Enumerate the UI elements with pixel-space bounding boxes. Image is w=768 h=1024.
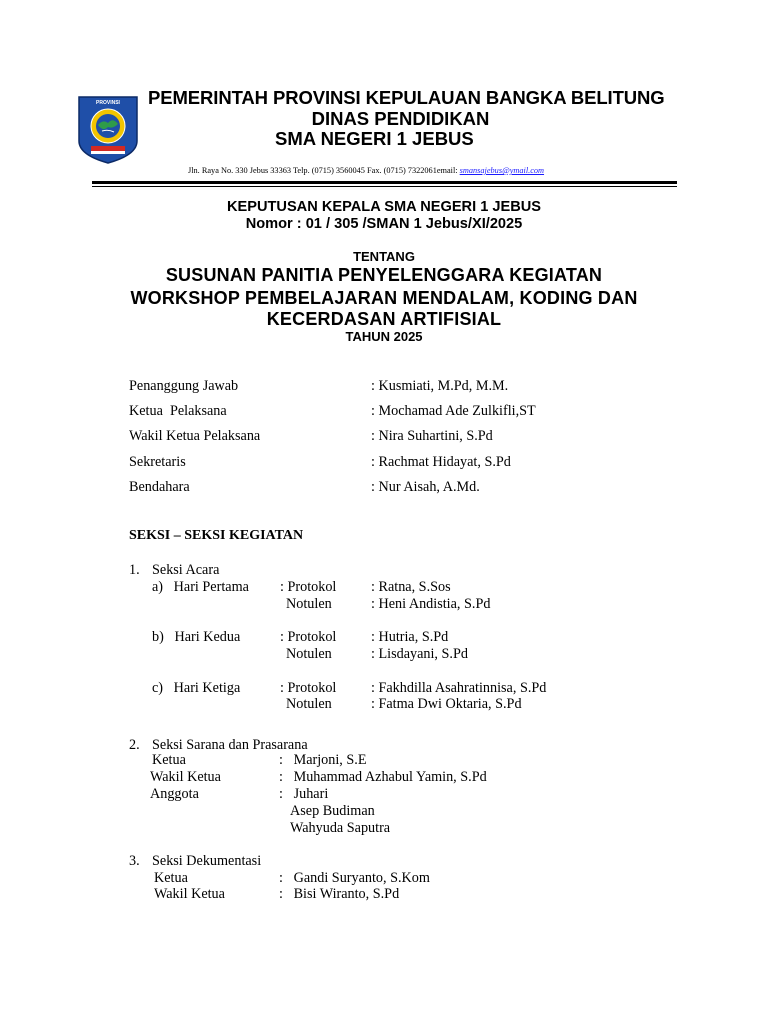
section-number: 3. bbox=[129, 853, 140, 869]
member-name: : Marjoni, S.E bbox=[279, 752, 367, 768]
day-label: b) Hari Kedua bbox=[152, 629, 241, 645]
notulen-role: Notulen bbox=[286, 596, 332, 612]
subject-line-2: WORKSHOP PEMBELAJARAN MENDALAM, KODING DAN bbox=[130, 288, 638, 308]
notulen-role: Notulen bbox=[286, 696, 332, 712]
official-name: : Nur Aisah, A.Md. bbox=[371, 479, 480, 495]
member-name: : Muhammad Azhabul Yamin, S.Pd bbox=[279, 769, 487, 785]
sections-heading: SEKSI – SEKSI KEGIATAN bbox=[129, 528, 304, 543]
official-role: Ketua Pelaksana bbox=[129, 403, 227, 419]
member-role: Wakil Ketua bbox=[150, 769, 221, 785]
address-text: Jln. Raya No. 330 Jebus 33363 Telp. (0715) 3560045 Fax. (0715) 7322061email: bbox=[188, 166, 460, 175]
subject-line-3: KECERDASAN ARTIFISIAL bbox=[266, 309, 502, 329]
member-name: : Bisi Wiranto, S.Pd bbox=[279, 886, 400, 902]
member-role: Ketua bbox=[154, 870, 188, 886]
letterhead-government: PEMERINTAH PROVINSI KEPULAUAN BANGKA BELITUNG bbox=[148, 87, 665, 108]
member-name: Wahyuda Saputra bbox=[290, 820, 391, 836]
member-name: : Gandi Suryanto, S.Kom bbox=[279, 870, 430, 886]
logo-top-text: PROVINSI bbox=[96, 100, 120, 106]
section-number: 1. bbox=[129, 562, 140, 578]
protocol-name: : Fakhdilla Asahratinnisa, S.Pd bbox=[371, 680, 547, 696]
day-label: a) Hari Pertama bbox=[152, 579, 249, 595]
letterhead-agency: DINAS PENDIDIKAN bbox=[311, 108, 490, 129]
section-title: Seksi Acara bbox=[152, 562, 220, 578]
official-name: : Nira Suhartini, S.Pd bbox=[371, 428, 493, 444]
day-label: c) Hari Ketiga bbox=[152, 680, 241, 696]
province-emblem-logo bbox=[77, 95, 139, 165]
protocol-name: : Ratna, S.Sos bbox=[371, 579, 451, 595]
official-name: : Kusmiati, M.Pd, M.M. bbox=[371, 378, 509, 394]
letterhead-rule-thin bbox=[92, 186, 677, 187]
section-title: Seksi Dekumentasi bbox=[152, 853, 262, 869]
protocol-role: : Protokol bbox=[280, 629, 337, 645]
official-role: Penanggung Jawab bbox=[129, 378, 239, 394]
official-role: Sekretaris bbox=[129, 454, 186, 470]
notulen-name: : Fatma Dwi Oktaria, S.Pd bbox=[371, 696, 522, 712]
protocol-role: : Protokol bbox=[280, 680, 337, 696]
notulen-name: : Heni Andistia, S.Pd bbox=[371, 596, 491, 612]
official-name: : Mochamad Ade Zulkifli,ST bbox=[371, 403, 536, 419]
letterhead-school: SMA NEGERI 1 JEBUS bbox=[275, 128, 474, 149]
about-heading: TENTANG bbox=[353, 249, 415, 264]
section-number: 2. bbox=[129, 737, 140, 753]
letterhead-rule-thick bbox=[92, 181, 677, 184]
member-role: Ketua bbox=[152, 752, 186, 768]
member-name: : Juhari bbox=[279, 786, 329, 802]
member-role: Anggota bbox=[150, 786, 199, 802]
decree-number: Nomor : 01 / 305 /SMAN 1 Jebus/XI/2025 bbox=[245, 216, 523, 232]
email-link[interactable]: smansajebus@ymail.com bbox=[459, 166, 545, 175]
official-role: Bendahara bbox=[129, 479, 190, 495]
protocol-role: : Protokol bbox=[280, 579, 337, 595]
official-role: Wakil Ketua Pelaksana bbox=[129, 428, 261, 444]
decree-title: KEPUTUSAN KEPALA SMA NEGERI 1 JEBUS bbox=[226, 199, 542, 215]
decree-year: TAHUN 2025 bbox=[345, 329, 423, 344]
notulen-name: : Lisdayani, S.Pd bbox=[371, 646, 468, 662]
section-title: Seksi Sarana dan Prasarana bbox=[152, 737, 308, 753]
member-name: Asep Budiman bbox=[290, 803, 375, 819]
notulen-role: Notulen bbox=[286, 646, 332, 662]
official-name: : Rachmat Hidayat, S.Pd bbox=[371, 454, 511, 470]
member-role: Wakil Ketua bbox=[154, 886, 225, 902]
subject-line-1: SUSUNAN PANITIA PENYELENGGARA KEGIATAN bbox=[165, 265, 603, 285]
protocol-name: : Hutria, S.Pd bbox=[371, 629, 449, 645]
letterhead-address bbox=[188, 166, 544, 175]
